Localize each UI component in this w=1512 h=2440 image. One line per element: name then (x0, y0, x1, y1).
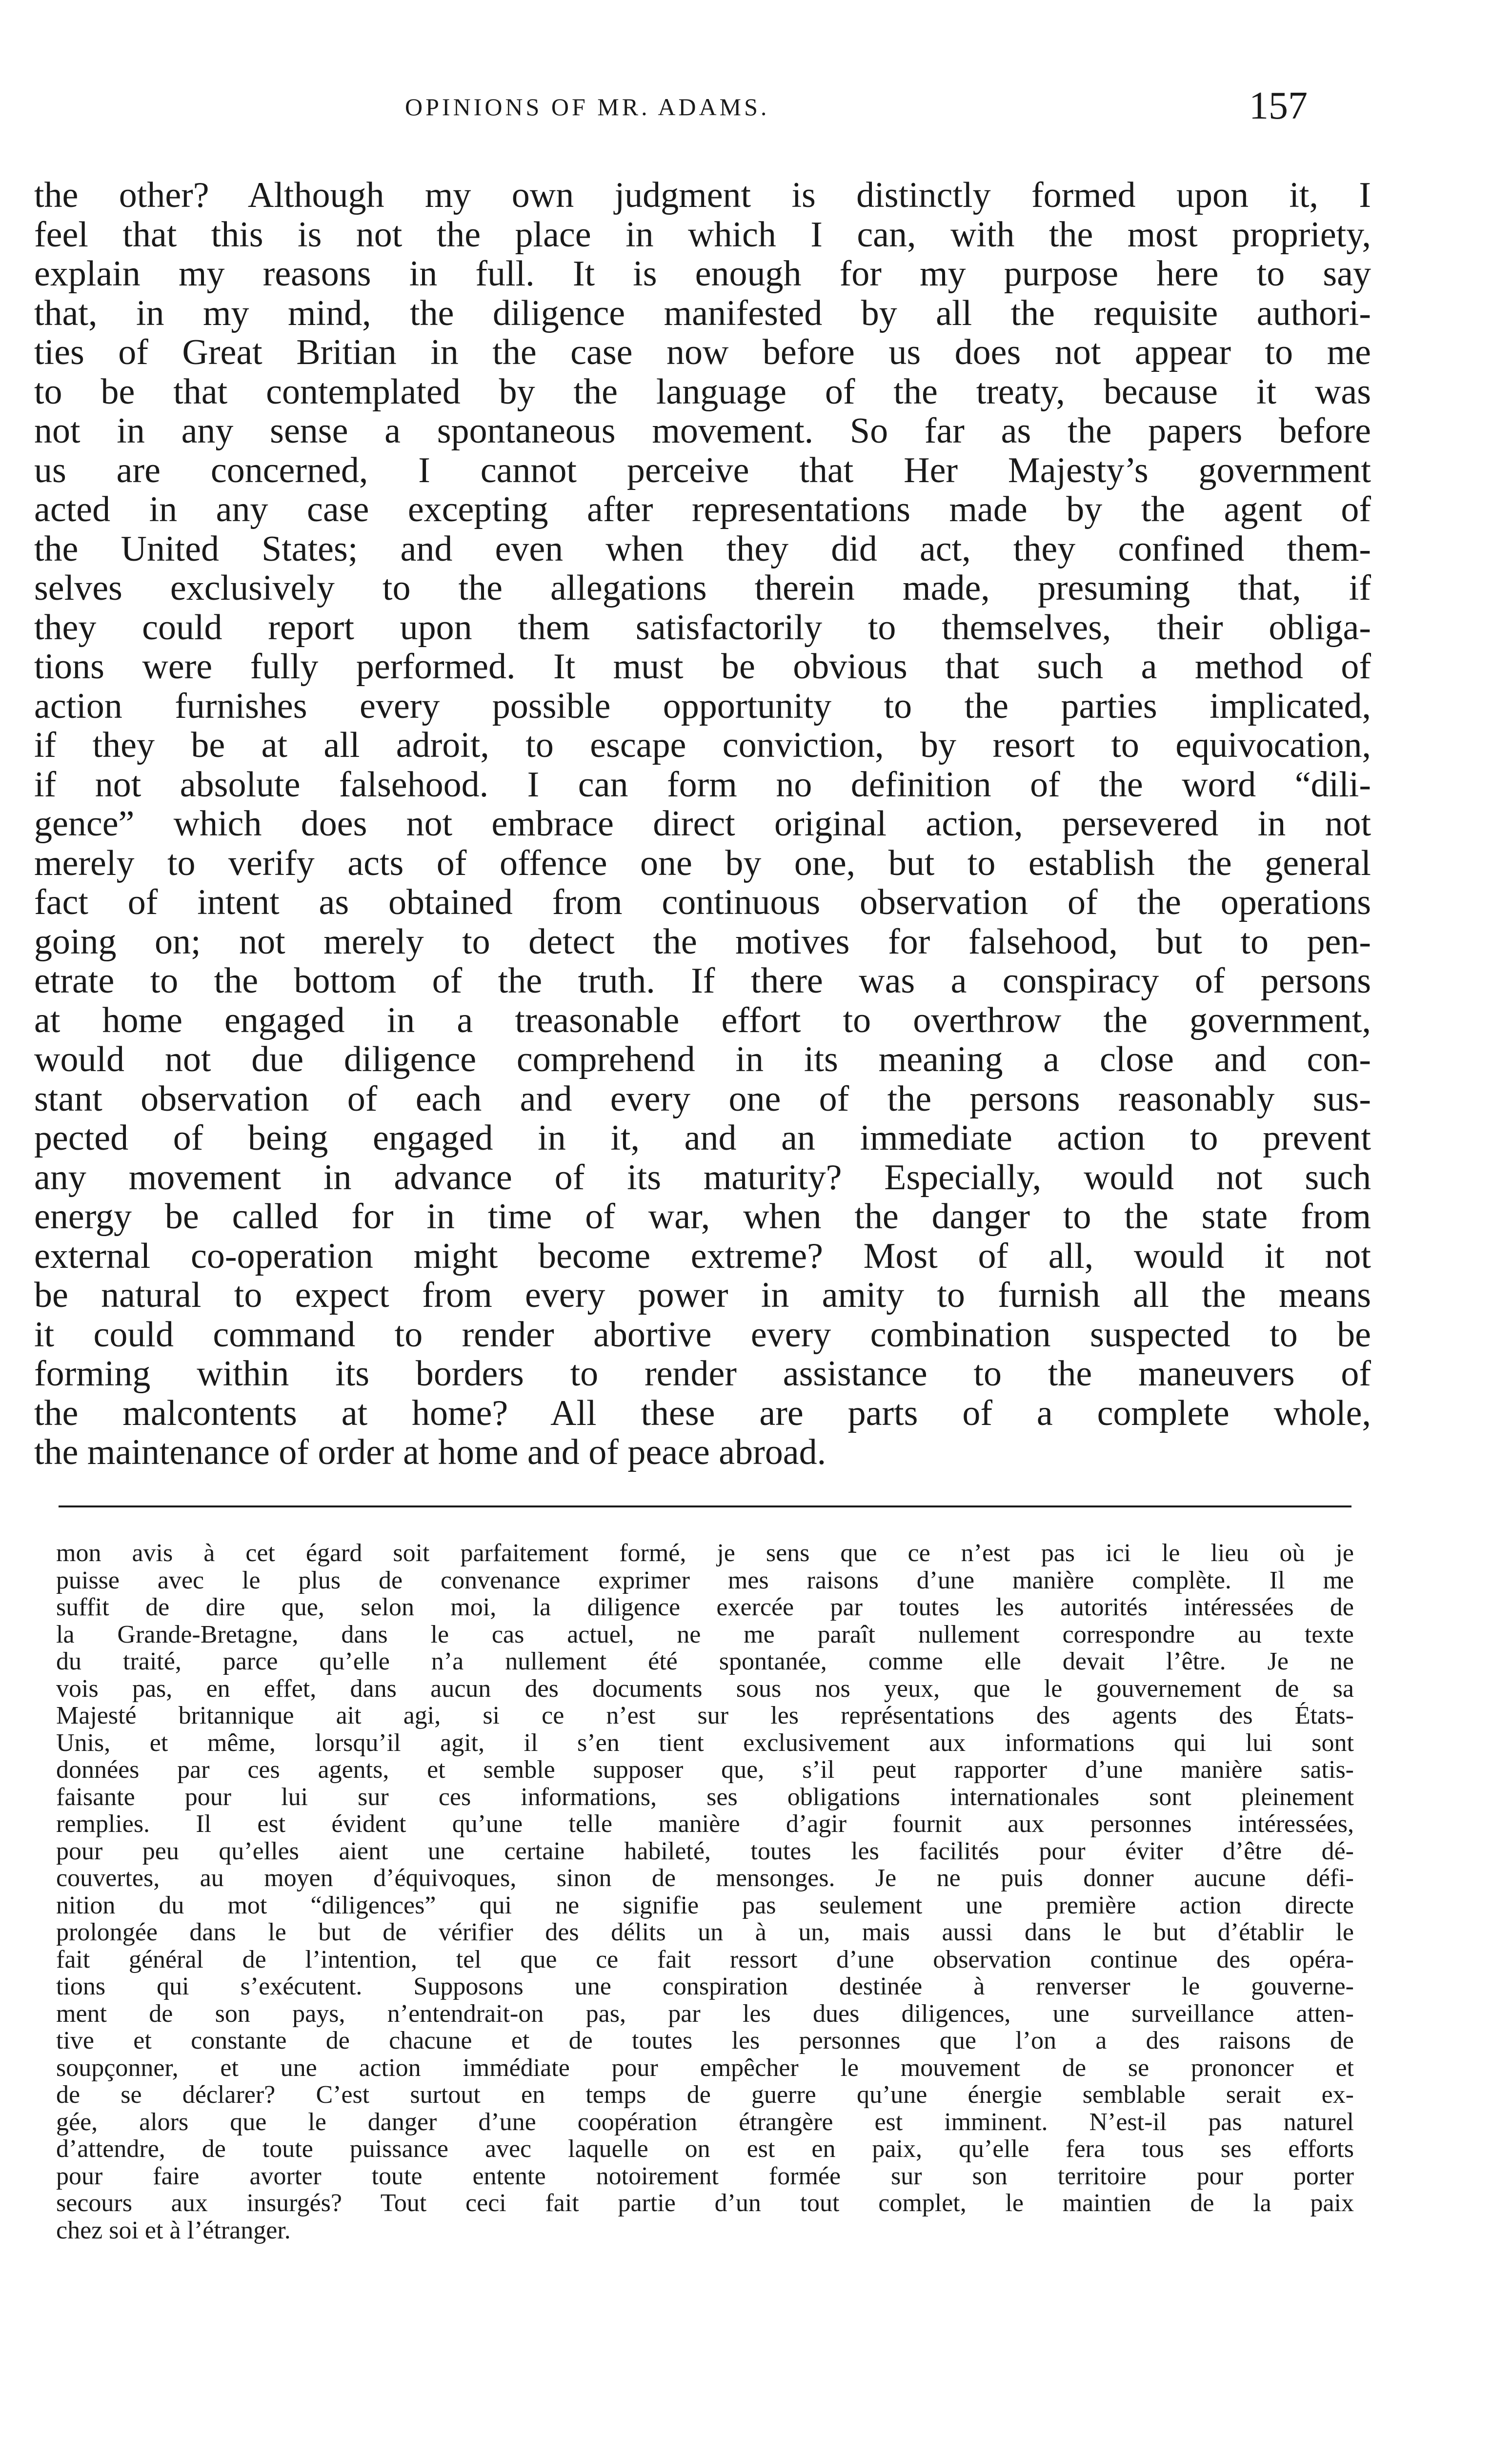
page-number: 157 (1249, 84, 1308, 127)
text-line: the malcontents at home? All these are parts of a complete whole, (34, 1393, 1371, 1433)
footnote-line: remplies. Il est évident qu’une telle manière d’agir fournit aux personnes intéressées, (56, 1810, 1354, 1838)
text-line: that, in my mind, the diligence manifested by all the requisite authori- (34, 293, 1371, 333)
footnote-line: couvertes, au moyen d’équivoques, sinon de mensonges. Je ne puis donner aucune défi- (56, 1865, 1354, 1892)
text-line: energy be called for in time of war, when the danger to the state from (34, 1197, 1371, 1237)
footnote-line: chez soi et à l’étranger. (56, 2216, 291, 2244)
text-line: forming within its borders to render assistance to the maneuvers of (34, 1354, 1371, 1394)
footnote-line: tions qui s’exécutent. Supposons une conspiration destinée à renverser le gouverne- (56, 1973, 1354, 2000)
footnote-line: suffit de dire que, selon moi, la diligence exercée par toutes les autorités intéressées de (56, 1594, 1354, 1621)
text-line: tions were fully performed. It must be obvious that such a method of (34, 647, 1371, 687)
text-line: explain my reasons in full. It is enough for my purpose here to say (34, 254, 1371, 294)
text-line: selves exclusively to the allegations therein made, presuming that, if (34, 569, 1371, 608)
text-line: the United States; and even when they did act, they confined them- (34, 529, 1371, 569)
footnote-text-block (56, 1540, 1354, 2244)
main-text-block (34, 176, 1371, 1472)
text-line: not in any sense a spontaneous movement. So far as the papers before (34, 411, 1371, 451)
text-line: any movement in advance of its maturity? Especially, would not such (34, 1158, 1371, 1197)
footnote-line: pour peu qu’elles aient une certaine habileté, toutes les facilités pour éviter d’être dé- (56, 1837, 1354, 1865)
footnote-line: tive et constante de chacune et de toutes les personnes que l’on a des raisons de (56, 2027, 1354, 2054)
text-line: be natural to expect from every power in amity to furnish all the means (34, 1276, 1371, 1315)
footnote-line: faisante pour lui sur ces informations, ses obligations internationales sont pleinement (56, 1783, 1354, 1810)
footnote-line: ment de son pays, n’entendrait-on pas, par les dues diligences, une surveillance atten- (56, 2000, 1354, 2027)
text-line: feel that this is not the place in which I can, with the most propriety, (34, 215, 1371, 254)
footnote-line: pour faire avorter toute entente notoirement formée sur son territoire pour porter (56, 2162, 1354, 2190)
footnote-line: Majesté britannique ait agi, si ce n’est sur les représentations des agents des États- (56, 1702, 1354, 1729)
footnote-line: Unis, et même, lorsqu’il agit, il s’en tient exclusivement aux informations qui lui sont (56, 1729, 1354, 1756)
footnote-line: la Grande-Bretagne, dans le cas actuel, ne me paraît nullement correspondre au texte (56, 1621, 1354, 1648)
footnote-line: mon avis à cet égard soit parfaitement formé, je sens que ce n’est pas ici le lieu où je (56, 1540, 1354, 1567)
text-line: us are concerned, I cannot perceive that Her Majesty’s government (34, 450, 1371, 490)
footnote-line: fait général de l’intention, tel que ce fait ressort d’une observation continue des opéra- (56, 1946, 1354, 1973)
text-line: acted in any case excepting after representations made by the agent of (34, 490, 1371, 529)
text-line: they could report upon them satisfactorily to themselves, their obliga- (34, 608, 1371, 647)
footnote-line: nition du mot “diligences” qui ne signifie pas seulement une première action directe (56, 1891, 1354, 1919)
text-line: the other? Although my own judgment is distinctly formed upon it, I (34, 176, 1371, 215)
text-line: to be that contemplated by the language of the treaty, because it was (34, 372, 1371, 411)
footnote-line: soupçonner, et une action immédiate pour empêcher le mouvement de se prononcer et (56, 2054, 1354, 2081)
footnote-line: de se déclarer? C’est surtout en temps de guerre qu’une énergie semblable serait ex- (56, 2081, 1354, 2109)
footnote-line: d’attendre, de toute puissance avec laquelle on est en paix, qu’elle fera tous ses efforts (56, 2135, 1354, 2163)
footnote-divider (59, 1505, 1351, 1507)
footnote-line: gée, alors que le danger d’une coopération étrangère est imminent. N’est-il pas naturel (56, 2108, 1354, 2135)
text-line: fact of intent as obtained from continuous observation of the operations (34, 883, 1371, 922)
text-line: if they be at all adroit, to escape conviction, by resort to equivocation, (34, 726, 1371, 765)
text-line: at home engaged in a treasonable effort to overthrow the government, (34, 1000, 1371, 1040)
text-line: the maintenance of order at home and of peace abroad. (34, 1433, 827, 1472)
text-line: would not due diligence comprehend in its meaning a close and con- (34, 1040, 1371, 1079)
text-line: action furnishes every possible opportunity to the parties implicated, (34, 686, 1371, 726)
footnote-line: puisse avec le plus de convenance exprimer mes raisons d’une manière complète. Il me (56, 1566, 1354, 1594)
text-line: stant observation of each and every one of the persons reasonably sus- (34, 1079, 1371, 1118)
text-line: merely to verify acts of offence one by one, but to establish the general (34, 843, 1371, 883)
footnote-line: secours aux insurgés? Tout ceci fait partie d’un tout complet, le maintien de la paix (56, 2190, 1354, 2217)
text-line: gence” which does not embrace direct original action, persevered in not (34, 804, 1371, 844)
text-line: ties of Great Britian in the case now before us does not appear to me (34, 333, 1371, 372)
text-line: etrate to the bottom of the truth. If there was a conspiracy of persons (34, 961, 1371, 1001)
text-line: it could command to render abortive every combination suspected to be (34, 1315, 1371, 1354)
footnote-line: du traité, parce qu’elle n’a nullement été spontanée, comme elle devait l’être. Je ne (56, 1648, 1354, 1675)
footnote-line: vois pas, en effet, dans aucun des documents sous nos yeux, que le gouvernement de sa (56, 1675, 1354, 1702)
text-line: pected of being engaged in it, and an immediate action to prevent (34, 1118, 1371, 1158)
text-line: external co-operation might become extreme? Most of all, would it not (34, 1236, 1371, 1276)
footnote-line: données par ces agents, et semble supposer que, s’il peut rapporter d’une manière satis- (56, 1756, 1354, 1784)
footnote-line: prolongée dans le but de vérifier des délits un à un, mais aussi dans le but d’établir le (56, 1919, 1354, 1946)
running-title: OPINIONS OF MR. ADAMS. (405, 93, 770, 121)
text-line: going on; not merely to detect the motives for falsehood, but to pen- (34, 922, 1371, 961)
text-line: if not absolute falsehood. I can form no definition of the word “dili- (34, 765, 1371, 804)
